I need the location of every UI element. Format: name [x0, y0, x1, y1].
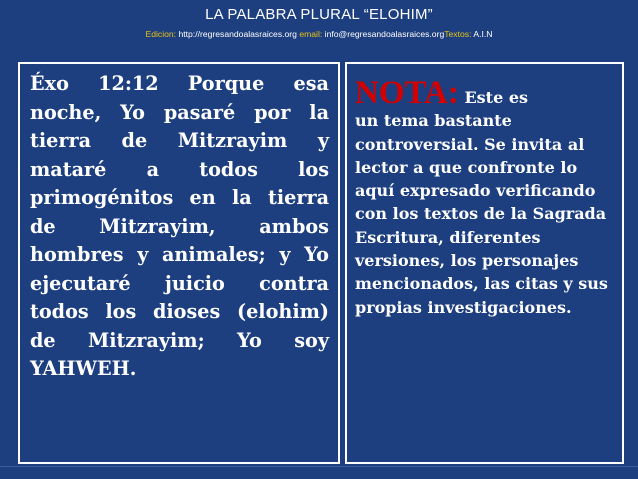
email-link[interactable]: info@regresandoalasraices.org	[324, 29, 445, 39]
textos-label: Textos:	[444, 29, 472, 39]
textos-value: A.I.N	[473, 29, 493, 39]
verse-panel	[18, 62, 340, 464]
footer-divider	[0, 466, 638, 467]
note-body: un tema bastante controversial. Se invita al lector a que confronte lo aquí expresado verificando con los textos de la Sagrada Escritura, diferentes versiones, los personajes mencionados, las citas y sus propias investigaciones.	[355, 111, 608, 317]
note-panel	[345, 62, 624, 464]
note-lead: Este es	[464, 88, 528, 107]
edicion-label: Edicion:	[145, 29, 177, 39]
slide-title: LA PALABRA PLURAL “ELOHIM”	[205, 6, 433, 23]
note-block	[355, 75, 614, 319]
verse-text: Éxo 12:12 Porque esa noche, Yo pasaré por la tierra de Mitzrayim y mataré a todos los primogénitos en la tierra de Mitzrayim, ambos hombres y animales; y Yo ejecutaré juicio contra todos los dioses (elohim) de Mitzrayim; Yo soy YAHWEH.	[30, 72, 329, 380]
credits-line	[0, 29, 638, 39]
edicion-link[interactable]: http://regresandoalasraices.org	[178, 29, 297, 39]
email-label: email:	[299, 29, 323, 39]
note-heading: NOTA:	[355, 75, 459, 111]
